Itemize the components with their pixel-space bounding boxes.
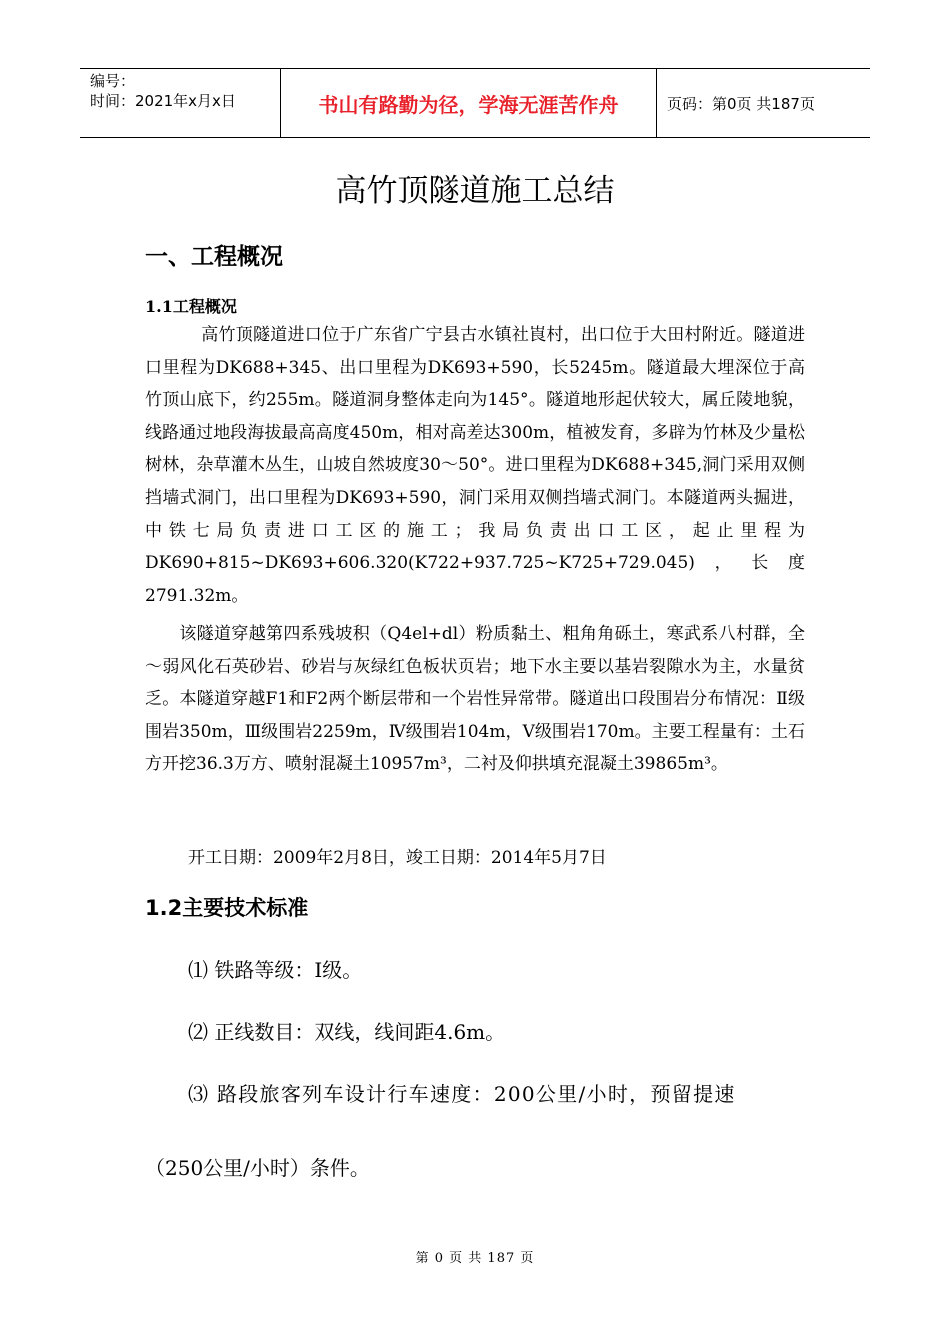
section-heading-overview: 一、工程概况	[145, 244, 283, 270]
header-number: 编号：	[90, 72, 136, 90]
standard-item-design-speed-cont: （250公里/小时）条件。	[145, 1156, 370, 1180]
standard-item-railway-grade: ⑴ 铁路等级：Ⅰ级。	[188, 958, 363, 982]
paragraph-text: 高竹顶隧道进口位于广东省广宁县古水镇社崀村，出口位于大田村附近。隧道进口里程为DK688+345、出口里程为DK693+590，长5245m。隧道最大埋深位于高竹顶山底下，约255m。隧道洞身整体走向为145°。隧道地形起伏较大，属丘陵地貌，线路通过地段海拔最高高度450m，相对高差达300m，植被发育，多辟为竹林及少量松树林，杂草灌木丛生，山坡自然坡度30～50°。进口里程为DK688+345,洞门采用双侧挡墙式洞门，出口里程为DK693+590，洞门采用双侧挡墙式洞门。本隧道两头掘进，中铁七局负责进口工区的施工；我局负责出口工区，起止里程为DK690+815~DK693+606.320(K722+937.725~K725+729.045)，长度2791.32m。	[145, 325, 805, 606]
header-time: 时间：2021年x月x日	[90, 92, 236, 110]
paragraph-project-location	[145, 319, 805, 612]
page-header	[80, 68, 870, 138]
paragraph-text: 该隧道穿越第四系残坡积（Q4el+dl）粉质黏土、粗角角砾土，寒武系八村群，全～弱风化石英砂岩、砂岩与灰绿红色板状页岩；地下水主要以基岩裂隙水为主，水量贫乏。本隧道穿越F1和F2两个断层带和一个岩性异常带。隧道出口段围岩分布情况：Ⅱ级围岩350m，Ⅲ级围岩2259m，Ⅳ级围岩104m，Ⅴ级围岩170m。主要工程量有：土石方开挖36.3万方、喷射混凝土10957m³，二衬及仰拱填充混凝土39865m³。	[145, 624, 805, 775]
standard-item-main-lines: ⑵ 正线数目：双线，线间距4.6m。	[188, 1020, 506, 1044]
header-page-info: 页码：第0页 共187页	[667, 94, 815, 113]
standard-item-design-speed: ⑶ 路段旅客列车设计行车速度：200公里/小时，预留提速	[188, 1082, 736, 1106]
paragraph-dates: 开工日期：2009年2月8日，竣工日期：2014年5月7日	[188, 848, 607, 868]
document-title: 高竹顶隧道施工总结	[335, 173, 615, 209]
header-motto: 书山有路勤为径，学海无涯苦作舟	[281, 69, 657, 137]
subsection-heading-1-2: 1.2主要技术标准	[145, 896, 309, 920]
page-footer: 第 0 页 共 187 页	[415, 1251, 535, 1266]
subsection-heading-1-1: 1.1工程概况	[145, 297, 237, 316]
paragraph-geology	[145, 618, 805, 781]
header-meta	[80, 69, 281, 137]
